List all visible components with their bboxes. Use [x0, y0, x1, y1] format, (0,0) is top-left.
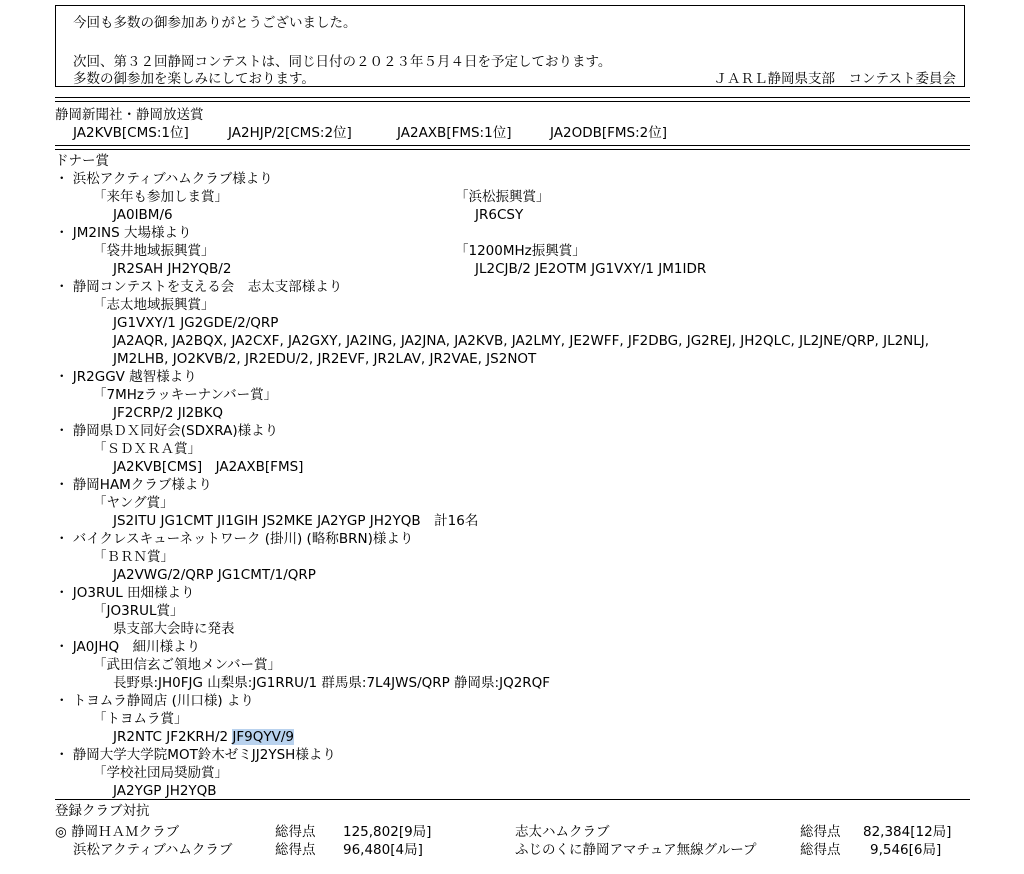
total-label: 総得点 [800, 842, 841, 858]
award-winners: JS2ITU JG1CMT JI1GIH JS2MKE JA2YGP JH2YQB 計16名 [113, 513, 479, 529]
award-winners: JA2VWG/2/QRP JG1CMT/1/QRP [113, 567, 316, 583]
award-winners: JA2KVB[CMS] JA2AXB[FMS] [113, 459, 304, 475]
award-winners: JG1VXY/1 JG2GDE/2/QRP [113, 315, 279, 331]
award-winners: JA0IBM/6 [113, 207, 173, 223]
award-title: 「ＳＤＸＲＡ賞」 [93, 441, 201, 457]
club-score: 96,480[4局] [343, 842, 423, 858]
award-winners [113, 728, 294, 746]
selected-text-highlight[interactable]: JF9QYV/9 [232, 729, 294, 745]
club-name: ◎ 静岡ＨＡＭクラブ [55, 824, 180, 840]
award-title: 「JO3RUL賞」 [93, 603, 184, 619]
award-title: 「トヨムラ賞」 [93, 711, 188, 727]
donor-item: ・ 静岡コンテストを支える会 志太支部様より [55, 279, 343, 295]
donor-item: ・ 静岡県ＤＸ同好会(SDXRA)様より [55, 423, 279, 439]
donor-item: ・ バイクレスキューネットワーク (掛川) (略称BRN)様より [55, 531, 414, 547]
award-title: 「学校社団局奨励賞」 [93, 765, 228, 781]
donor-item: ・ JM2INS 大場様より [55, 225, 192, 241]
section-heading-club: 登録クラブ対抗 [55, 803, 150, 819]
total-label: 総得点 [800, 824, 841, 840]
award-winner: JA2HJP/2[CMS:2位] [228, 125, 352, 141]
club-name: ふじのくに静岡アマチュア無線グループ [515, 842, 757, 858]
award-title: 「浜松振興賞」 [455, 189, 550, 205]
donor-item: ・ JA0JHQ 細川様より [55, 639, 201, 655]
award-winners: JL2CJB/2 JE2OTM JG1VXY/1 JM1IDR [475, 261, 707, 277]
award-winners-text: JR2NTC JF2KRH/2 [113, 729, 233, 745]
award-winner: JA2AXB[FMS:1位] [397, 125, 512, 141]
award-winners: JM2LHB, JO2KVB/2, JR2EDU/2, JR2EVF, JR2LAV, JR2VAE, JS2NOT [113, 351, 537, 367]
notice-line-2: 次回、第３２回静岡コンテストは、同じ日付の２０２３年５月４日を予定しております。 [73, 54, 612, 70]
section-heading-shizuoka-award: 静岡新聞社・静岡放送賞 [55, 107, 204, 123]
donor-item: ・ JR2GGV 越智様より [55, 369, 197, 385]
award-title: 「志太地域振興賞」 [93, 297, 215, 313]
donor-item: ・ JO3RUL 田畑様より [55, 585, 195, 601]
award-winners: 長野県:JH0FJG 山梨県:JG1RRU/1 群馬県:7L4JWS/QRP 静岡県:JQ2RQF [113, 675, 551, 691]
donor-item: ・ 浜松アクティブハムクラブ様より [55, 171, 273, 187]
section-heading-donor: ドナー賞 [55, 153, 109, 169]
award-winners: JR2SAH JH2YQB/2 [113, 261, 232, 277]
donor-item: ・ 静岡HAMクラブ様より [55, 477, 212, 493]
club-score: 9,546[6局] [870, 842, 942, 858]
award-winners: JA2AQR, JA2BQX, JA2CXF, JA2GXY, JA2ING, JA2JNA, JA2KVB, JA2LMY, JE2WFF, JF2DBG, JG2REJ, JH2QLC, JL2JNE/QRP, JL2NLJ, [113, 333, 930, 349]
club-name: 志太ハムクラブ [515, 824, 610, 840]
award-title: 「ＢＲＮ賞」 [93, 549, 174, 565]
award-winners: JF2CRP/2 JI2BKQ [113, 405, 224, 421]
award-title: 「1200MHz振興賞」 [455, 243, 586, 259]
donor-item: ・ 静岡大学大学院MOT鈴木ゼミJJ2YSH様より [55, 747, 336, 763]
donor-item: ・ トヨムラ静岡店 (川口様) より [55, 693, 254, 709]
award-title: 「7MHzラッキーナンバー賞」 [93, 387, 278, 403]
total-label: 総得点 [275, 842, 316, 858]
club-score: 82,384[12局] [863, 824, 952, 840]
club-name: 浜松アクティブハムクラブ [73, 842, 233, 858]
award-winners: JR6CSY [475, 207, 524, 223]
award-winners: 県支部大会時に発表 [113, 621, 235, 637]
notice-line-3: 多数の御参加を楽しみにしております。 [73, 71, 315, 87]
divider [55, 97, 970, 98]
total-label: 総得点 [275, 824, 316, 840]
award-title: 「ヤング賞」 [93, 495, 174, 511]
divider [55, 799, 970, 800]
award-winner: JA2ODB[FMS:2位] [550, 125, 668, 141]
award-winner: JA2KVB[CMS:1位] [73, 125, 189, 141]
award-title: 「来年も参加しま賞」 [93, 189, 228, 205]
notice-line-1: 今回も多数の御参加ありがとうございました。 [73, 15, 357, 31]
club-score: 125,802[9局] [343, 824, 432, 840]
award-title: 「武田信玄ご領地メンバー賞」 [93, 657, 282, 673]
notice-box [55, 5, 965, 87]
award-winners: JA2YGP JH2YQB [113, 783, 217, 799]
notice-signature: ＪＡＲＬ静岡県支部 コンテスト委員会 [713, 71, 956, 87]
divider [55, 145, 970, 146]
divider [55, 101, 970, 102]
award-title: 「袋井地域振興賞」 [93, 243, 215, 259]
divider [55, 149, 970, 150]
